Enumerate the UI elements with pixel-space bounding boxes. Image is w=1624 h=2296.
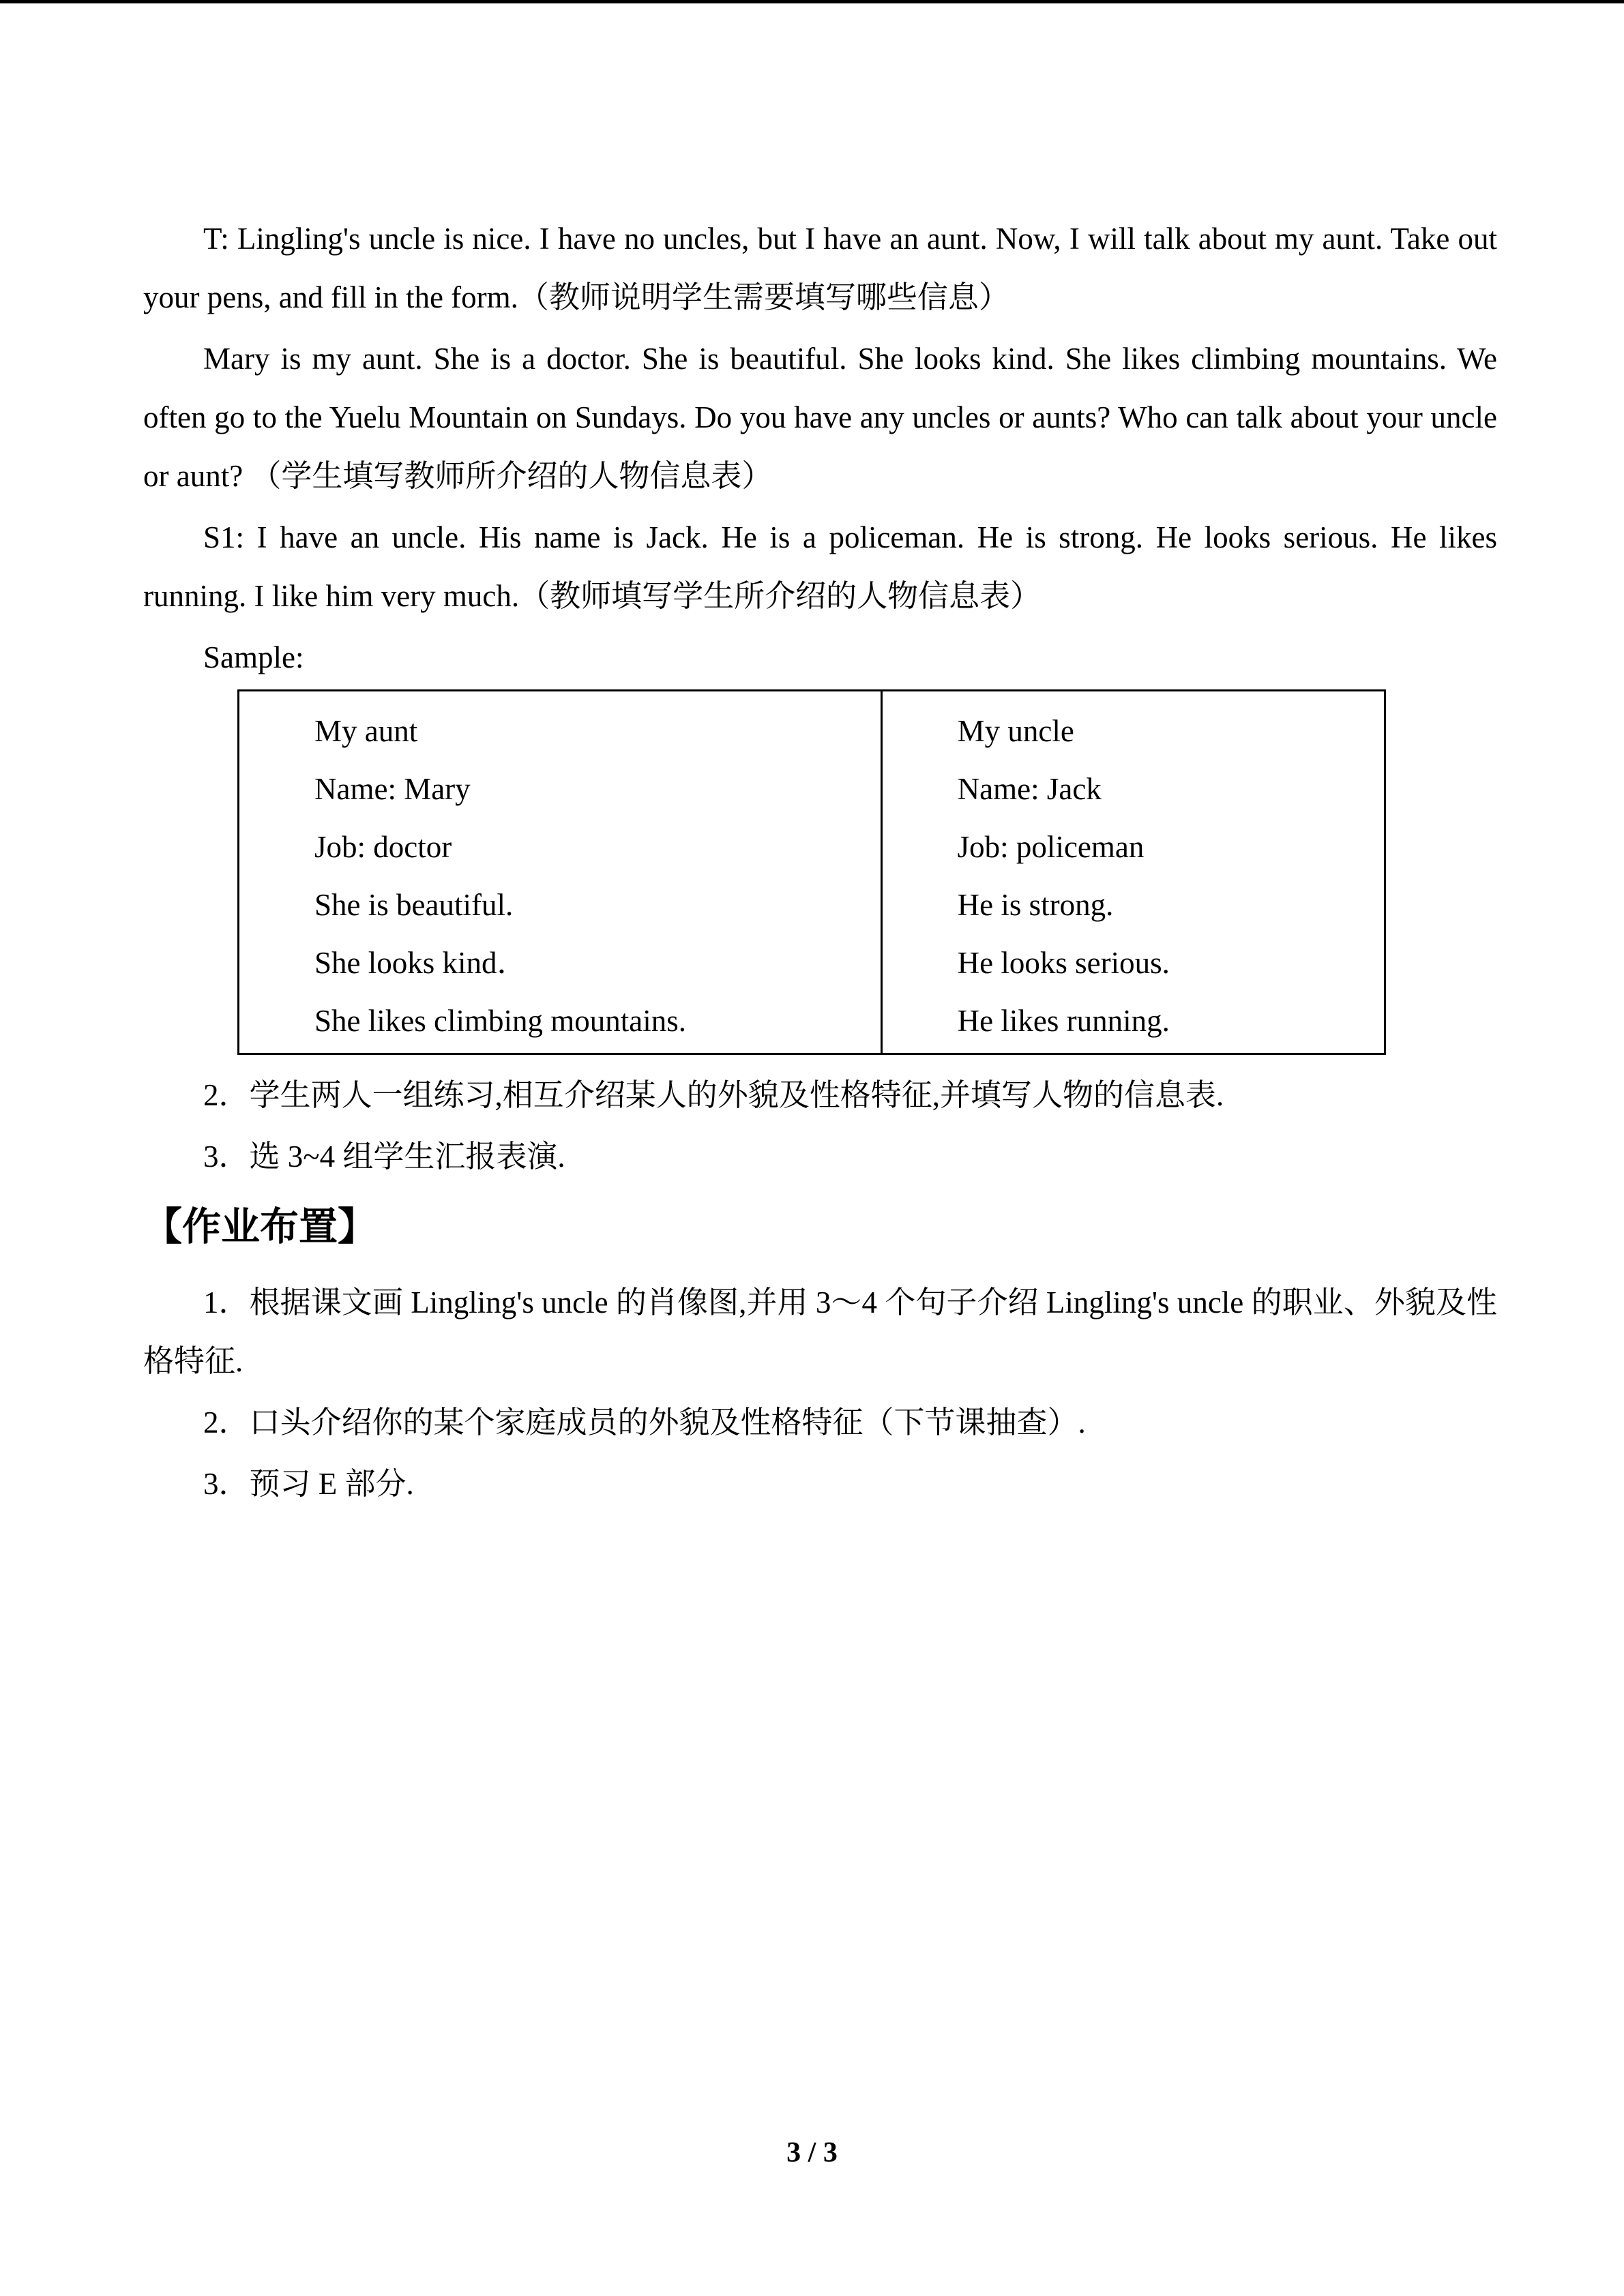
aunt-description-paragraph: Mary is my aunt. She is a doctor. She is beautiful. She looks kind. She likes climbing mountains. We often go to the Yuelu Mountain on Sundays. Do you have any uncles or aunts? Who can talk about your uncle or aunt? （学生填写教师所介绍的人物信息表） — [143, 342, 1497, 493]
homework-item-3: 3．预习 E 部分. — [203, 1467, 414, 1501]
aunt-hobby-line: She likes climbing mountains. — [314, 1004, 686, 1038]
uncle-column-title: My uncle — [957, 714, 1074, 748]
aunt-job-line: Job: doctor — [314, 830, 452, 864]
sample-table — [237, 689, 1386, 1055]
sample-table-uncle-column — [881, 691, 1384, 1053]
student-dialogue-paragraph: S1: I have an uncle. His name is Jack. He is a policeman. He is strong. He looks serious. He likes running. I like him very much.（教师填写学生所介绍的人物信息表） — [143, 520, 1497, 613]
teacher-dialogue-paragraph: T: Lingling's uncle is nice. I have no uncles, but I have an aunt. Now, I will talk about my aunt. Take out your pens, and fill in the form.（教师说明学生需要填写哪些信息） — [143, 222, 1497, 314]
sample-table-aunt-column — [239, 691, 881, 1053]
uncle-personality-line: He looks serious. — [957, 946, 1170, 980]
aunt-column-title: My aunt — [314, 714, 418, 748]
sample-label: Sample: — [203, 640, 304, 674]
activity-step-2: 2．学生两人一组练习,相互介绍某人的外貌及性格特征,并填写人物的信息表. — [203, 1078, 1224, 1112]
aunt-name-line: Name: Mary — [314, 772, 471, 806]
aunt-personality-line: She looks kind． — [314, 946, 528, 980]
homework-section-heading: 【作业布置】 — [143, 1206, 377, 1249]
homework-item-2: 2．口头介绍你的某个家庭成员的外貌及性格特征（下节课抽查）. — [203, 1405, 1086, 1440]
uncle-appearance-line: He is strong. — [957, 888, 1114, 922]
page-content — [143, 0, 1497, 1516]
uncle-hobby-line: He likes running. — [957, 1004, 1170, 1038]
page-number: 3 / 3 — [786, 2137, 838, 2168]
homework-item-1: 1．根据课文画 Lingling's uncle 的肖像图,并用 3～4 个句子介绍 Lingling's uncle 的职业、外貌及性格特征. — [143, 1285, 1497, 1378]
activity-step-3: 3．选 3~4 组学生汇报表演. — [203, 1139, 565, 1174]
aunt-appearance-line: She is beautiful. — [314, 888, 514, 922]
uncle-name-line: Name: Jack — [957, 772, 1102, 806]
uncle-job-line: Job: policeman — [957, 830, 1145, 864]
